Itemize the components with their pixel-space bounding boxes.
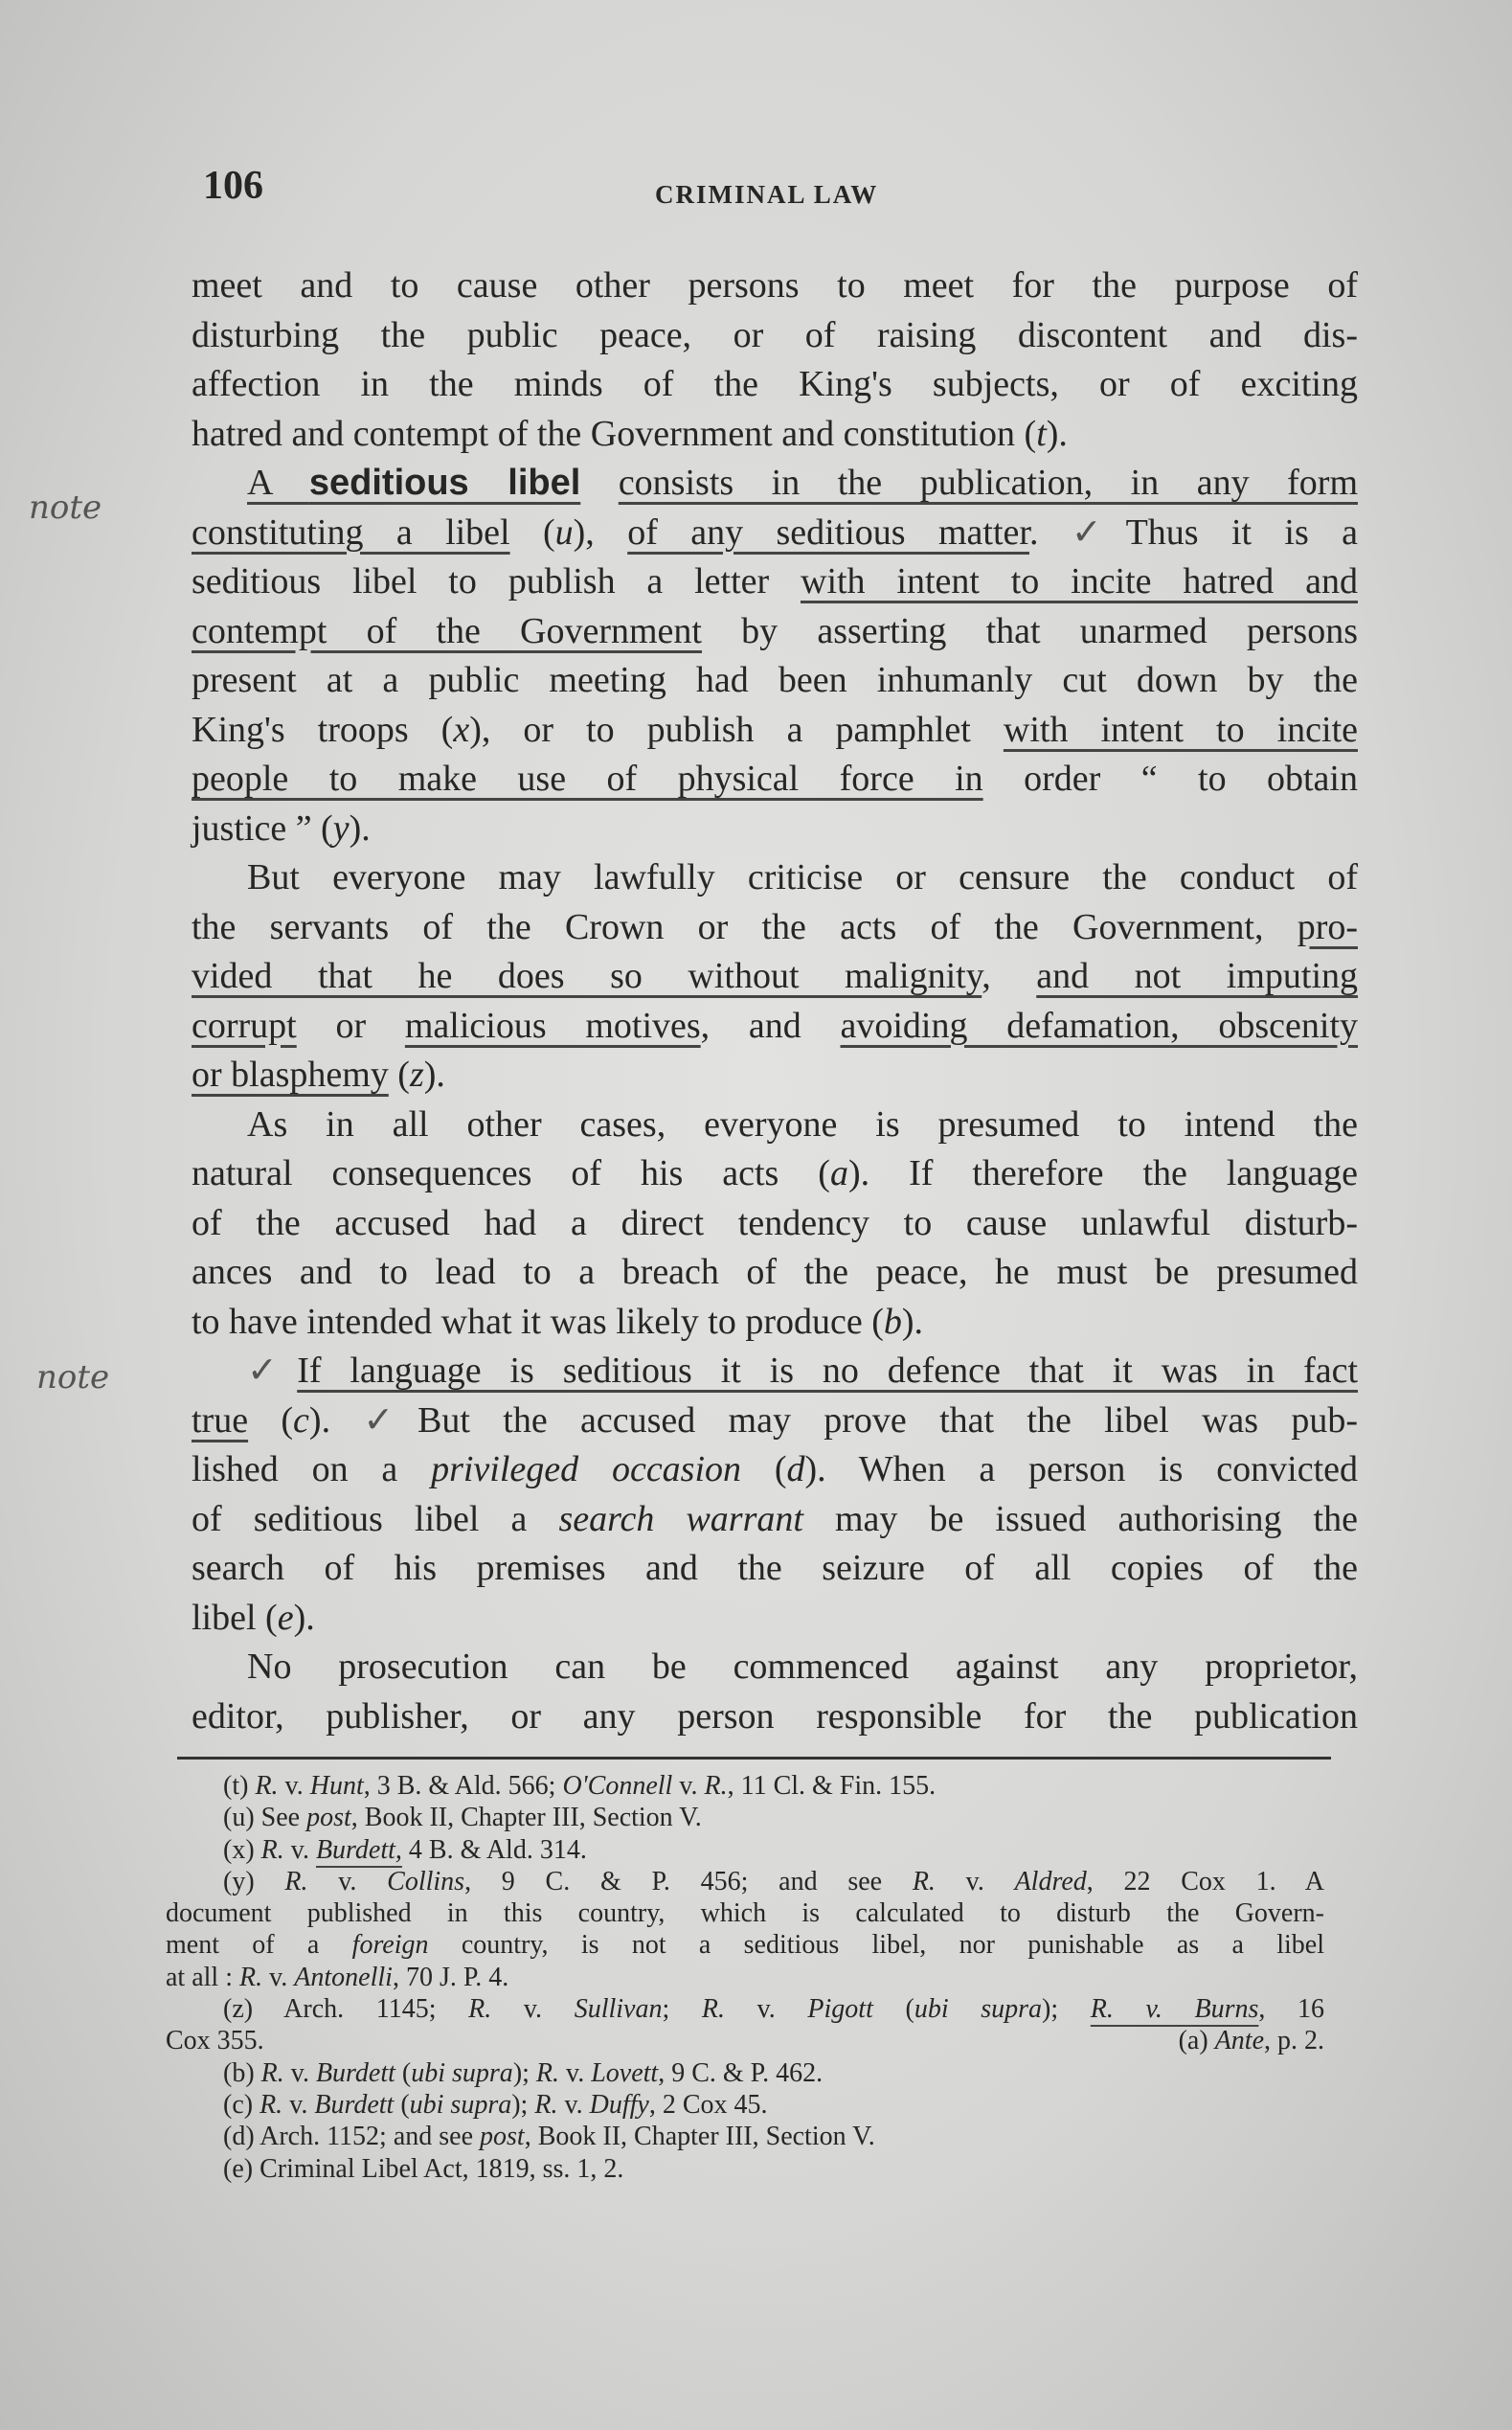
text-segment: , 9 C. & P. 462. <box>658 2057 824 2088</box>
footnote-line <box>166 2025 1324 2056</box>
body-line <box>192 805 1358 854</box>
text-segment: , 70 J. P. 4. <box>392 1962 509 1992</box>
text-segment: or <box>296 1005 405 1046</box>
text-segment: . <box>1028 511 1072 553</box>
text-segment: malicious motives <box>404 1005 701 1046</box>
text-segment: foreign <box>351 1930 429 1961</box>
text-segment: (c) <box>223 2089 260 2120</box>
body-line <box>192 755 1358 805</box>
text-segment: R. <box>701 1994 725 2025</box>
text-segment: , and <box>700 1005 841 1046</box>
text-segment: seditious libel to publish a letter <box>192 561 801 602</box>
text-segment: ). <box>308 1399 364 1441</box>
footnote-line <box>166 1866 1324 1897</box>
text-segment: ( <box>388 1055 410 1095</box>
text-segment: (d) Arch. 1152; and see <box>223 2122 480 2152</box>
text-segment: (b) <box>223 2057 261 2088</box>
body-line <box>192 853 1358 903</box>
text-segment: to have intended what it was likely to produce ( <box>192 1301 884 1342</box>
text-segment: document published in this country, which is calculated to disturb the Govern- <box>166 1898 1324 1929</box>
text-segment: privileged occasion <box>431 1449 742 1489</box>
text-segment: A <box>247 463 309 503</box>
text-segment: by asserting that unarmed persons <box>701 610 1358 651</box>
footnote-line <box>166 1802 1324 1833</box>
check-mark-icon: ✓ <box>247 1351 298 1391</box>
footnote-line <box>166 2057 1324 2089</box>
text-segment: ), or to publish a pamphlet <box>469 709 1004 750</box>
text-segment: , 9 C. & P. 456; and see <box>464 1866 913 1896</box>
text-segment: x <box>453 709 470 750</box>
footnote-line <box>166 1834 1324 1866</box>
text-segment: ( <box>509 511 555 553</box>
text-segment: No prosecution can be commenced against any proprietor, <box>247 1646 1358 1687</box>
text-segment: z <box>409 1055 424 1095</box>
text-segment: y <box>332 807 350 849</box>
text-segment <box>580 463 619 503</box>
footnote-rule <box>177 1757 1331 1760</box>
body-line <box>192 1199 1358 1249</box>
text-segment: e <box>277 1597 294 1638</box>
page-number: 106 <box>203 164 263 208</box>
text-segment: libel ( <box>192 1597 278 1638</box>
text-segment: lished on a <box>192 1449 432 1489</box>
text-segment: ( <box>741 1449 787 1489</box>
body-line <box>192 1397 1358 1446</box>
text-segment: Sullivan <box>574 1994 663 2025</box>
text-segment: , 11 Cl. & Fin. 155. <box>727 1771 937 1801</box>
text-segment: Hunt <box>309 1771 364 1801</box>
text-segment: consists in the publication, in any form <box>618 463 1358 503</box>
text-segment: seditious libel <box>308 463 581 503</box>
body-line <box>192 1248 1358 1298</box>
text-segment: b <box>883 1301 902 1342</box>
text-segment: Cox 355. <box>166 2026 264 2056</box>
text-segment: pro- <box>1297 906 1358 947</box>
text-segment: the servants of the Crown or the acts of the Government, <box>192 906 1298 947</box>
margin-note: note <box>29 488 102 527</box>
text-segment: Pigott <box>807 1994 873 2025</box>
text-segment: , 3 B. & Ald. 566; <box>363 1771 563 1801</box>
text-segment: Ante <box>1214 2026 1264 2056</box>
text-segment: (y) <box>223 1866 285 1896</box>
text-segment: Antonelli <box>294 1962 393 1992</box>
text-segment: Thus it is a <box>1125 511 1359 553</box>
text-segment: ). When a person is convicted <box>804 1449 1358 1489</box>
text-segment: d <box>786 1449 805 1489</box>
body-line <box>192 706 1358 756</box>
text-segment: avoiding defamation, obscenity <box>840 1005 1359 1046</box>
text-segment: As in all other cases, everyone is presumed to intend the <box>247 1103 1358 1145</box>
text-segment: v. <box>282 2089 315 2120</box>
footnote-line <box>166 2121 1324 2152</box>
text-segment: justice ” ( <box>192 807 333 849</box>
text-segment: (z) Arch. 1145; <box>223 1994 469 2025</box>
text-segment: King's troops ( <box>192 709 454 750</box>
text-segment: ubi supra <box>914 1994 1043 2025</box>
body-line <box>192 903 1358 953</box>
text-segment: ); <box>511 2089 535 2120</box>
text-segment: ). <box>901 1301 924 1342</box>
text-segment: R. <box>284 1866 308 1896</box>
text-segment: If language is seditious it is no defence that it was in fact <box>297 1351 1359 1391</box>
footnote-line <box>166 1993 1324 2025</box>
text-segment: post <box>480 2122 525 2152</box>
text-segment: (u) See <box>223 1803 307 1833</box>
text-segment: R. <box>468 1994 492 2025</box>
body-line <box>192 261 1358 311</box>
text-segment: v. <box>491 1994 575 2025</box>
text-segment: R. <box>260 1834 284 1865</box>
text-segment: vided that he does so without malignity <box>192 956 982 996</box>
text-segment: v. <box>724 1994 808 2025</box>
text-segment: true <box>192 1399 249 1441</box>
text-segment: But everyone may lawfully criticise or censure the conduct of <box>247 857 1358 897</box>
text-segment: R. <box>238 1962 263 1992</box>
text-segment: t <box>1036 413 1047 454</box>
text-segment: v. <box>278 1771 310 1801</box>
text-segment: with intent to incite <box>1003 709 1359 750</box>
body-line <box>192 1002 1358 1052</box>
text-segment: and not imputing <box>1036 956 1359 996</box>
footnote-line <box>166 1929 1324 1961</box>
text-segment: , 2 Cox 45. <box>648 2089 768 2120</box>
body-line <box>192 656 1358 706</box>
text-segment: (t) <box>223 1771 256 1801</box>
text-segment: ( <box>248 1399 294 1441</box>
text-segment: R. <box>535 2057 560 2088</box>
body-line <box>192 557 1358 607</box>
text-segment: corrupt <box>192 1005 297 1046</box>
body-line <box>192 1101 1358 1150</box>
text-segment: ). If therefore the language <box>847 1153 1358 1193</box>
text-segment: ), <box>573 511 628 553</box>
footnote-line <box>166 1897 1324 1929</box>
text-segment: v. <box>283 2057 316 2088</box>
text-segment: Burdett <box>314 2089 395 2120</box>
footnote-line <box>166 2089 1324 2121</box>
text-segment: ); <box>1042 1994 1091 2025</box>
body-line <box>192 1298 1358 1348</box>
text-segment: Burdett <box>315 2057 395 2088</box>
text-segment: , 16 <box>1258 1994 1325 2025</box>
text-segment: Lovett <box>591 2057 659 2088</box>
body-line <box>192 1643 1358 1692</box>
text-segment: or blasphemy <box>192 1055 389 1095</box>
text-segment: ). <box>423 1055 445 1095</box>
text-segment: present at a public meeting had been inhumanly cut down by the <box>192 660 1358 700</box>
text-segment: But the accused may prove that the libel was pub- <box>417 1399 1359 1441</box>
text-segment: v. <box>307 1866 388 1896</box>
text-segment: ). <box>349 807 371 849</box>
text-segment: , Book II, Chapter III, Section V. <box>350 1803 702 1833</box>
text-segment: of any seditious matter <box>627 511 1029 553</box>
text-segment: (a) <box>1178 2026 1215 2056</box>
text-segment: R. <box>704 1771 728 1801</box>
check-mark-icon: ✓ <box>363 1399 418 1441</box>
text-segment: ubi supra <box>411 2057 513 2088</box>
text-segment: contempt of the Government <box>192 610 702 651</box>
text-segment: , Book II, Chapter III, Section V. <box>524 2122 875 2152</box>
text-segment: search warrant <box>558 1498 803 1539</box>
text-segment: Duffy <box>589 2089 649 2120</box>
text-segment: of seditious libel a <box>192 1498 559 1539</box>
text-segment: of the accused had a direct tendency to cause unlawful disturb- <box>192 1202 1358 1243</box>
text-segment: v. <box>557 2089 590 2120</box>
text-segment: ubi supra <box>409 2089 512 2120</box>
margin-note: note <box>36 1358 110 1397</box>
text-segment: with intent to incite hatred and <box>801 561 1358 602</box>
body-text <box>192 261 1358 1741</box>
text-segment: natural consequences of his acts ( <box>192 1153 830 1193</box>
body-line <box>192 360 1358 410</box>
running-head: CRIMINAL LAW <box>655 180 879 209</box>
text-segment: affection in the minds of the King's subjects, or of exciting <box>192 364 1358 404</box>
text-segment: (x) <box>223 1834 261 1865</box>
text-segment: 4 B. & Ald. 314. <box>401 1834 587 1865</box>
text-segment: meet and to cause other persons to meet for the purpose of <box>192 265 1358 306</box>
text-segment: R. <box>534 2089 558 2120</box>
text-segment: Aldred <box>1014 1866 1087 1896</box>
text-segment: R. <box>255 1771 279 1801</box>
text-segment: ; <box>662 1994 702 2025</box>
body-line <box>192 1495 1358 1545</box>
text-segment: constituting a libel <box>192 511 510 553</box>
text-segment: , 22 Cox 1. A <box>1086 1866 1325 1896</box>
text-segment: v. <box>935 1866 1015 1896</box>
text-segment: ( <box>394 2089 410 2120</box>
text-segment: ment of a <box>166 1930 352 1961</box>
text-segment: order “ to obtain <box>982 759 1358 799</box>
footnotes <box>166 1770 1324 2185</box>
text-segment: R. <box>260 2057 284 2088</box>
text-segment: hatred and contempt of the Government and constitution ( <box>192 413 1037 454</box>
body-line <box>192 1594 1358 1644</box>
text-segment: editor, publisher, or any person responsible for the publication <box>192 1695 1358 1737</box>
text-segment: c <box>293 1399 309 1441</box>
text-segment: at all : <box>166 1962 239 1992</box>
text-segment: , p. 2. <box>1264 2026 1324 2056</box>
footnote-a <box>1179 2025 1324 2056</box>
text-segment: v. <box>559 2057 592 2088</box>
text-segment: R. <box>260 2089 283 2120</box>
text-segment: people to make use of physical force in <box>192 759 983 799</box>
body-line <box>192 410 1358 460</box>
text-segment: ). <box>1046 413 1068 454</box>
text-segment: O'Connell <box>562 1771 673 1801</box>
body-line <box>192 509 1358 558</box>
text-segment: post <box>306 1803 351 1833</box>
text-segment: country, is not a seditious libel, nor punishable as a libel <box>428 1930 1324 1961</box>
text-segment: ( <box>395 2057 412 2088</box>
text-segment: v. <box>262 1962 295 1992</box>
text-segment: a <box>829 1153 848 1193</box>
body-line <box>192 607 1358 657</box>
body-line <box>192 1544 1358 1594</box>
body-line <box>192 1692 1358 1742</box>
text-segment: ); <box>512 2057 536 2088</box>
body-line <box>192 1347 1358 1397</box>
text-segment: ( <box>872 1994 914 2025</box>
text-segment: , <box>982 956 1037 996</box>
text-segment: v. <box>672 1771 705 1801</box>
text-segment: ). <box>293 1597 315 1638</box>
text-segment: u <box>554 511 574 553</box>
body-line <box>192 1149 1358 1199</box>
text-segment: may be issued authorising the <box>802 1498 1358 1539</box>
footnote-line <box>166 1962 1324 1993</box>
text-segment: search of his premises and the seizure of all copies of the <box>192 1548 1358 1588</box>
text-segment: Burdett, <box>315 1834 402 1865</box>
body-line <box>192 1051 1358 1101</box>
text-segment: R. <box>912 1866 936 1896</box>
body-line <box>192 459 1358 509</box>
text-segment: ances and to lead to a breach of the peace, he must be presumed <box>192 1252 1358 1292</box>
text-segment: (e) Criminal Libel Act, 1819, ss. 1, 2. <box>223 2153 624 2184</box>
text-segment: disturbing the public peace, or of raising discontent and dis- <box>192 314 1358 355</box>
check-mark-icon: ✓ <box>1071 511 1126 553</box>
text-segment: R. v. Burns <box>1090 1994 1259 2025</box>
body-line <box>192 311 1358 361</box>
footnote-line <box>166 2153 1324 2185</box>
footnote-line <box>166 1770 1324 1802</box>
text-segment: Collins <box>387 1866 465 1896</box>
body-line <box>192 952 1358 1002</box>
body-line <box>192 1445 1358 1495</box>
text-segment: v. <box>283 1834 316 1865</box>
